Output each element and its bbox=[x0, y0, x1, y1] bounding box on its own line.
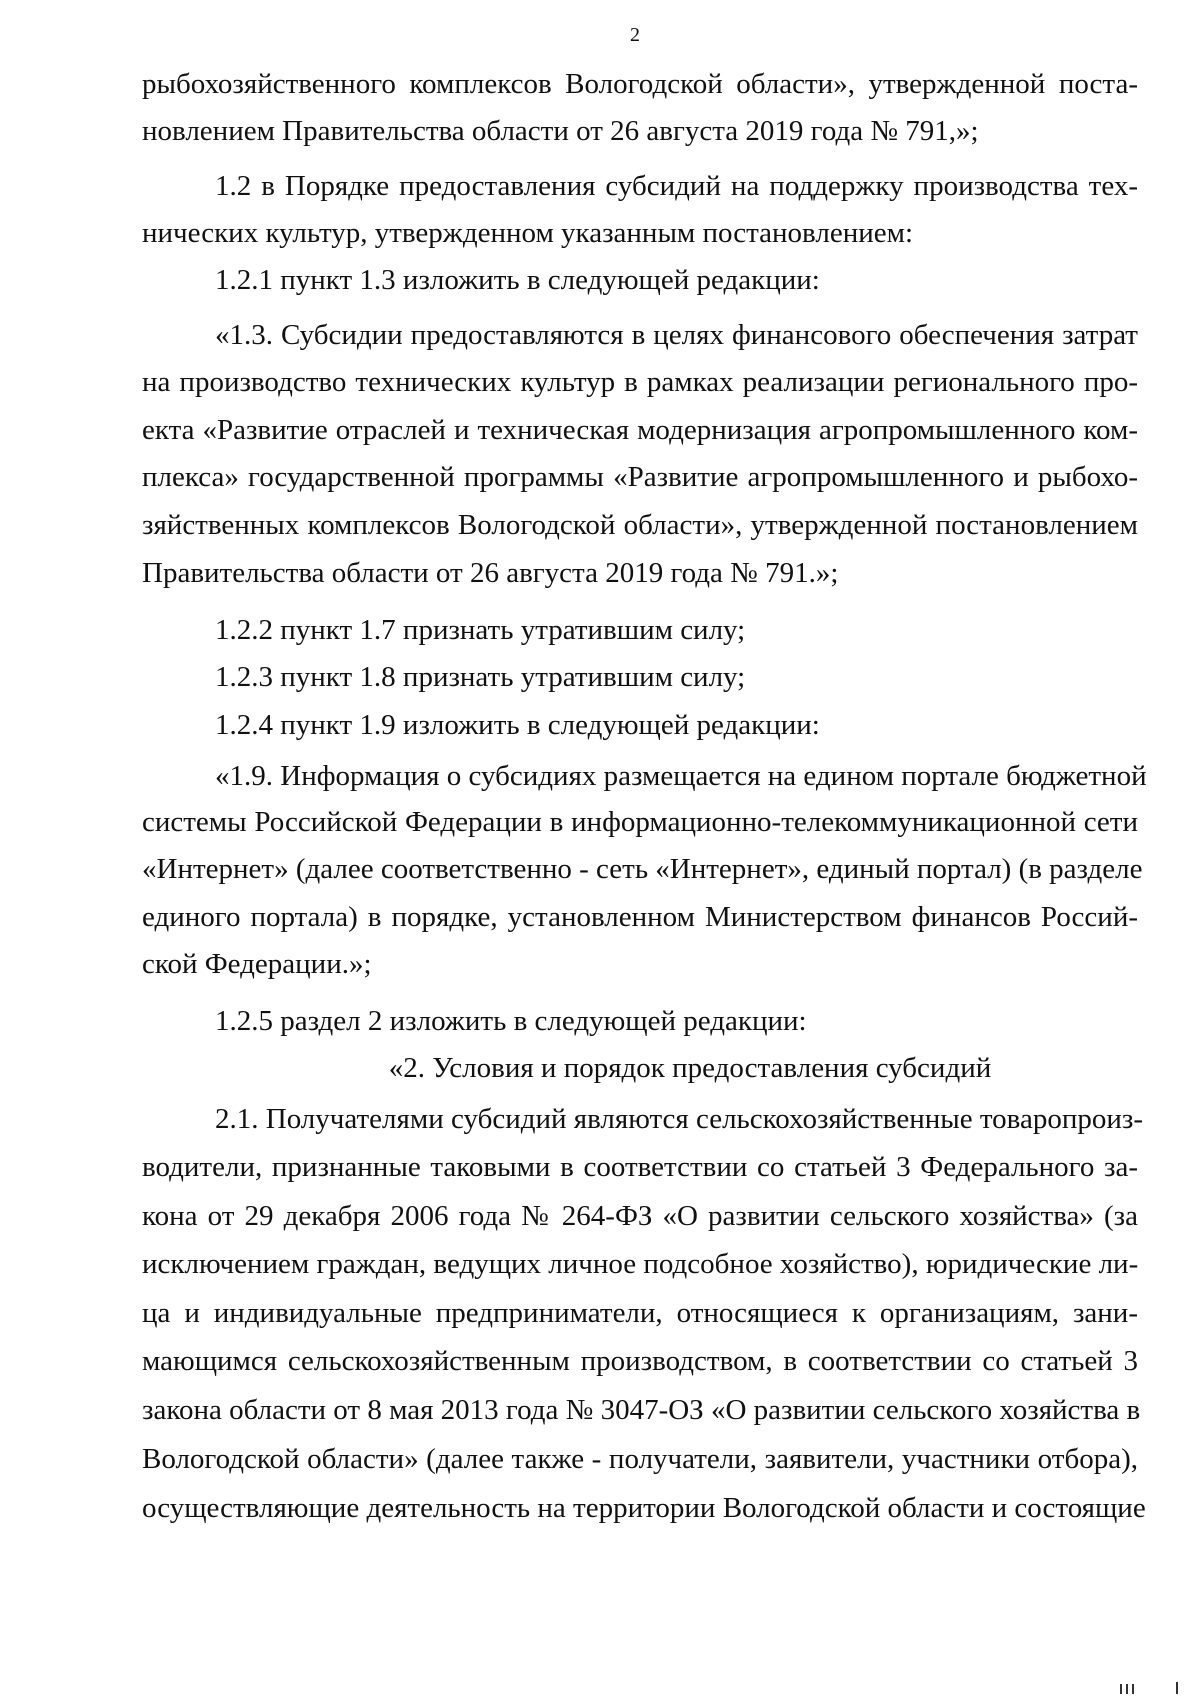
text-line: 1.2.5 раздел 2 изложить в следующей редакции: bbox=[215, 1005, 807, 1037]
text-line: ской Федерации.»; bbox=[142, 948, 372, 980]
scan-artifact bbox=[1132, 1684, 1134, 1694]
page-number: 2 bbox=[630, 24, 640, 46]
text-line: «1.9. Информация о субсидиях размещается на едином портале бюджетной bbox=[215, 760, 1147, 792]
text-line: Правительства области от 26 августа 2019 года № 791.»; bbox=[142, 557, 839, 589]
scan-artifact bbox=[1126, 1684, 1128, 1694]
text-line: закона области от 8 мая 2013 года № 3047-ОЗ «О развитии сельского хозяйства в bbox=[142, 1394, 1141, 1426]
text-line: 2.1. Получателями субсидий являются сельскохозяйственные товаропроиз- bbox=[215, 1103, 1143, 1135]
scan-artifact bbox=[1176, 1682, 1178, 1694]
text-line: на производство технических культур в рамках реализации регионального про- bbox=[142, 366, 1138, 398]
text-line: 1.2 в Порядке предоставления субсидий на поддержку производства тех- bbox=[215, 170, 1138, 202]
text-line: 1.2.3 пункт 1.8 признать утратившим силу; bbox=[215, 661, 746, 693]
text-line: исключением граждан, ведущих личное подсобное хозяйство), юридические ли- bbox=[142, 1248, 1139, 1280]
text-line: плекса» государственной программы «Развитие агропромышленного и рыбохо- bbox=[142, 461, 1138, 493]
text-line: водители, признанные таковыми в соответствии со статьей 3 Федерального за- bbox=[142, 1151, 1138, 1183]
text-line: новлением Правительства области от 26 августа 2019 года № 791,»; bbox=[142, 115, 979, 147]
text-line: 1.2.1 пункт 1.3 изложить в следующей редакции: bbox=[215, 264, 820, 296]
text-line: рыбохозяйственного комплексов Вологодской области», утвержденной поста- bbox=[142, 68, 1138, 100]
text-line: осуществляющие деятельность на территории Вологодской области и состоящие bbox=[142, 1492, 1146, 1524]
text-line: екта «Развитие отраслей и техническая модернизация агропромышленного ком- bbox=[142, 414, 1138, 446]
text-line: системы Российской Федерации в информационно-телекоммуникационной сети bbox=[142, 806, 1138, 838]
text-line: мающимся сельскохозяйственным производством, в соответствии со статьей 3 bbox=[142, 1345, 1138, 1377]
text-line: «Интернет» (далее соответственно - сеть «Интернет», единый портал) (в разделе bbox=[142, 853, 1143, 885]
text-line: 1.2.2 пункт 1.7 признать утратившим силу; bbox=[215, 614, 746, 646]
section-heading: «2. Условия и порядок предоставления субсидий bbox=[388, 1052, 992, 1084]
text-line: «1.3. Субсидии предоставляются в целях финансового обеспечения затрат bbox=[215, 319, 1138, 351]
text-line: нических культур, утвержденном указанным постановлением: bbox=[142, 217, 914, 249]
text-line: ца и индивидуальные предприниматели, относящиеся к организациям, зани- bbox=[142, 1297, 1138, 1329]
scan-artifact bbox=[1120, 1684, 1122, 1694]
text-line: кона от 29 декабря 2006 года № 264-ФЗ «О развитии сельского хозяйства» (за bbox=[142, 1200, 1138, 1232]
text-line: Вологодской области» (далее также - получатели, заявители, участники отбора), bbox=[142, 1443, 1138, 1475]
text-line: зяйственных комплексов Вологодской области», утвержденной постановлением bbox=[142, 509, 1138, 541]
text-line: единого портала) в порядке, установленном Министерством финансов Россий- bbox=[142, 901, 1138, 933]
text-line: 1.2.4 пункт 1.9 изложить в следующей редакции: bbox=[215, 709, 820, 741]
